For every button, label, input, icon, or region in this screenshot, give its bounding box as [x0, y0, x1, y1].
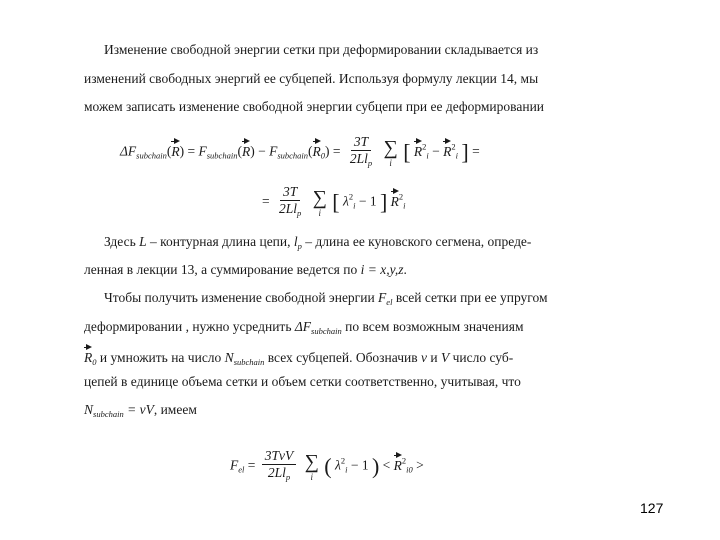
paragraph3-line3: $R_0$ и умножить на число $N_{subchain}$ всех субцепей. Обозначив ν и V число суб- [84, 346, 513, 367]
paragraph3-line2: деформировании , нужно усреднить $\Delta F_{subchain}$ по всем возможным значениям [84, 319, 524, 336]
paragraph1-line3: можем записать изменение свободной энергии субцепи при ее деформировании [84, 99, 545, 114]
eq1-f: F [198, 143, 207, 159]
lambda-symbol: λ [342, 193, 349, 209]
vector-r: R [414, 140, 422, 160]
eq2-fraction: $\frac{\text{3TνV}}{2Ll_p}$ [262, 448, 297, 485]
equation1-row1: $\Delta F_{subchain}(R) = F_{subchain}(R) - F_{subchain}(R_0)$ = $\frac{3T}{2Ll_p}$ ∑ i [ $R^2_i - R^2_i$ ] = [120, 134, 480, 171]
vector-r0: R [84, 346, 92, 366]
paragraph3-line1: Чтобы получить изменение свободной энергии $F_{el}$ всей сетки при ее упругом [104, 290, 548, 307]
vector-r: R [391, 190, 399, 210]
lambda-symbol: λ [334, 457, 341, 473]
paragraph2-line1: Здесь L – контурная длина цепи, $l_p$ – длина ее куновского сегмена, опреде- [104, 234, 532, 251]
paragraph1-line2: изменений свободных энергий ее субцепей. Используя формулу лекции 14, мы [84, 71, 539, 86]
sum-symbol: ∑ i [312, 186, 327, 218]
page-number: 127 [640, 500, 664, 516]
vector-r: R [394, 454, 402, 474]
sum-symbol: ∑ i [304, 450, 319, 482]
vector-r: R [242, 140, 250, 160]
eq1-delta-f: ΔF [120, 143, 137, 159]
paragraph1-line1: Изменение свободной энергии сетки при деформировании складывается из [104, 42, 539, 57]
vector-r: R [171, 140, 179, 160]
paragraph3-line5: $N_{subchain} = \nu V$, имеем [84, 402, 197, 419]
eq1-fraction: $\frac{3T}{2Ll_p}$ [279, 184, 302, 218]
vector-r: R [443, 140, 451, 160]
paragraph2-line2: ленная в лекции 13, а суммирование ведется по i = x,y,z. [84, 262, 407, 277]
sum-symbol: ∑ i [383, 136, 398, 168]
paragraph3-line4: цепей в единице объема сетки и объем сетки соответственно, учитывая, что [84, 374, 521, 389]
eq1-fraction: $\frac{3T}{2Ll_p}$ [349, 134, 373, 168]
equation1-row2: = $\frac{3T}{2Ll_p}$ ∑ i [ $\lambda^2_i - 1$ ] $R^2_i$ [262, 184, 406, 221]
equation2: $F_{el}$ = $\frac{\text{3TνV}}{2Ll_p}$ ∑ i ( $\lambda^2_i - 1$ ) < $R^2_{i0}$ > [230, 448, 424, 485]
vector-r0: R [313, 140, 321, 160]
eq1-f: F [269, 143, 278, 159]
